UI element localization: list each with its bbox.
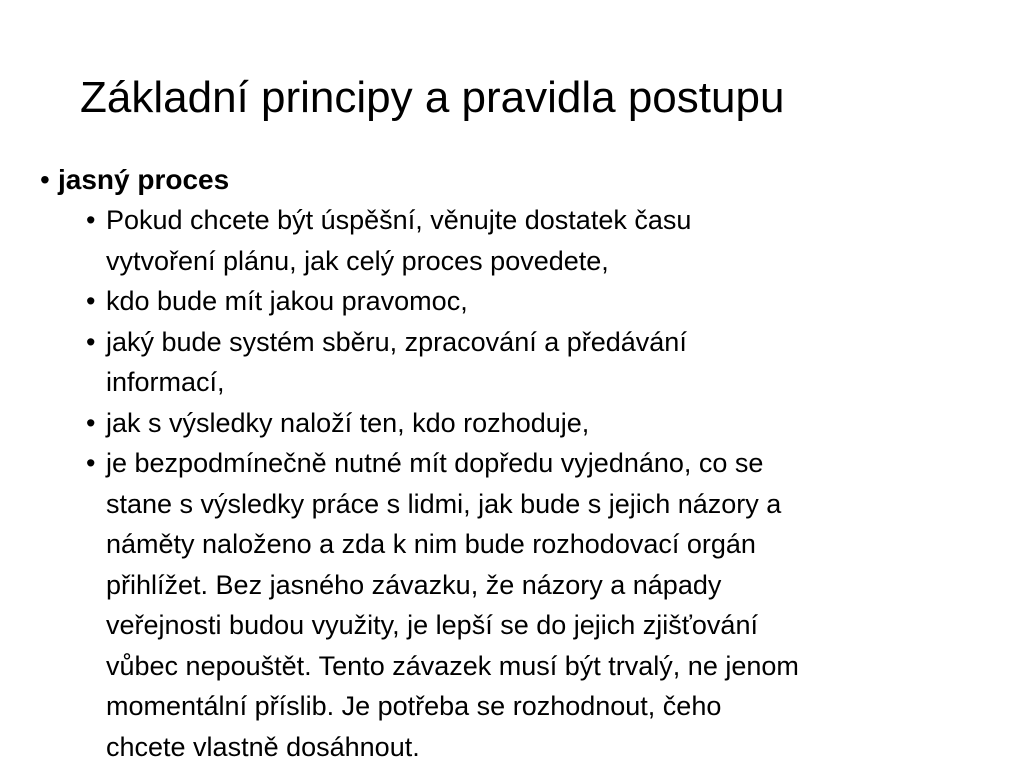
- bullet: •: [86, 407, 96, 438]
- bullet-list: [40, 200, 1000, 767]
- list-item-line: jak s výsledky naloží ten, kdo rozhoduje,: [106, 407, 590, 438]
- section-heading-label: jasný proces: [58, 164, 230, 195]
- list-item-line: je bezpodmínečně nutné mít dopředu vyjednáno, co se: [106, 448, 764, 478]
- list-item-line: chcete vlastně dosáhnout.: [106, 731, 420, 762]
- bullet: •: [86, 205, 96, 235]
- bullet: •: [86, 448, 96, 478]
- list-item-line: náměty naloženo a zda k nim bude rozhodovací orgán: [106, 529, 756, 559]
- list-item-line: momentální příslib. Je potřeba se rozhodnout, čeho: [106, 691, 722, 721]
- list-item-line: stane s výsledky práce s lidmi, jak bude s jejich názory a: [106, 488, 782, 519]
- section-heading: [40, 160, 1000, 200]
- list-item-line: kdo bude mít jakou pravomoc,: [106, 286, 468, 316]
- list-item-line: informací,: [106, 367, 225, 397]
- list-item: [86, 200, 1000, 281]
- list-item: [86, 403, 1000, 444]
- list-item: [86, 322, 1000, 403]
- list-item: [86, 281, 1000, 322]
- list-item-line: veřejnosti budou využity, je lepší se do jejich zjišťování: [106, 610, 758, 640]
- list-item-line: Pokud chcete být úspěšní, věnujte dostatek času: [106, 205, 692, 235]
- bullet: •: [40, 164, 50, 195]
- slide-title: Základní principy a pravidla postupu: [80, 73, 785, 122]
- slide-content: [40, 160, 1000, 767]
- list-item-line: přihlížet. Bez jasného závazku, že názory a nápady: [106, 569, 722, 600]
- bullet: •: [86, 326, 96, 357]
- bullet: •: [86, 286, 96, 316]
- list-item-line: vůbec nepouštět. Tento závazek musí být trvalý, ne jenom: [106, 650, 799, 681]
- list-item: [86, 443, 1000, 767]
- list-item-line: jaký bude systém sběru, zpracování a předávání: [106, 326, 687, 357]
- list-item-line: vytvoření plánu, jak celý proces povedete,: [106, 245, 609, 276]
